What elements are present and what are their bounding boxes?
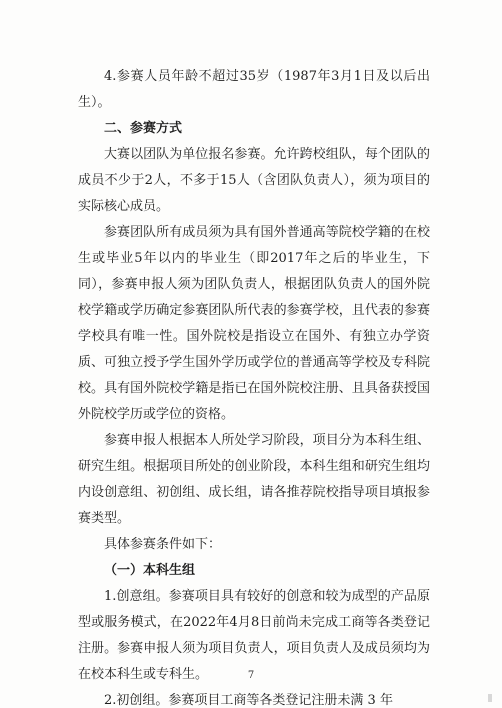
scan-corner-mark xyxy=(488,694,492,702)
paragraph-conditions-intro: 具体参赛条件如下： xyxy=(104,537,222,552)
subheading-undergraduate-group: （一）本科生组 xyxy=(104,563,196,578)
page-number: 7 xyxy=(247,670,255,681)
paragraph-startup-group: 2.初创组。参赛项目工商等各类登记注册未满 3 年 xyxy=(104,693,393,708)
page-body xyxy=(78,64,430,708)
paragraph-age-requirement: 4.参赛人员年龄不超过35岁（1987年3月1日及以后出生）。 xyxy=(78,69,430,110)
paragraph-team-member-eligibility: 参赛团队所有成员须为具有国外普通高等院校学籍的在校生或毕业5年以内的毕业生（即2017年之后的毕业生，下同），参赛申报人须为团队负责人，根据团队负责人的国外院校学籍或学历确定参赛团队所代表的参赛学校，且代表的参赛学校具有唯一性。国外院校是指设立在国外、有独立办学资质、可独立授予学生国外学历或学位的普通高等学校及专科院校。具有国外院校学籍是指已在国外院校注册、且具备获授国外院校学历或学位的资格。 xyxy=(78,225,430,422)
section-heading-participation-method: 二、参赛方式 xyxy=(104,121,183,136)
paragraph-group-categories: 参赛申报人根据本人所处学习阶段，项目分为本科生组、研究生组。根据项目所处的创业阶段，本科生组和研究生组均内设创意组、初创组、成长组，请各推荐院校指导项目填报参赛类型。 xyxy=(78,433,430,526)
paragraph-idea-group: 1.创意组。参赛项目具有较好的创意和较为成型的产品原型或服务模式，在2022年4月8日前尚未完成工商等各类登记注册。参赛申报人须为项目负责人，项目负责人及成员须均为在校本科生或专科生。 xyxy=(78,589,430,682)
paragraph-team-registration: 大赛以团队为单位报名参赛。允许跨校组队，每个团队的成员不少于2人，不多于15人（含团队负责人），须为项目的实际核心成员。 xyxy=(78,147,430,214)
